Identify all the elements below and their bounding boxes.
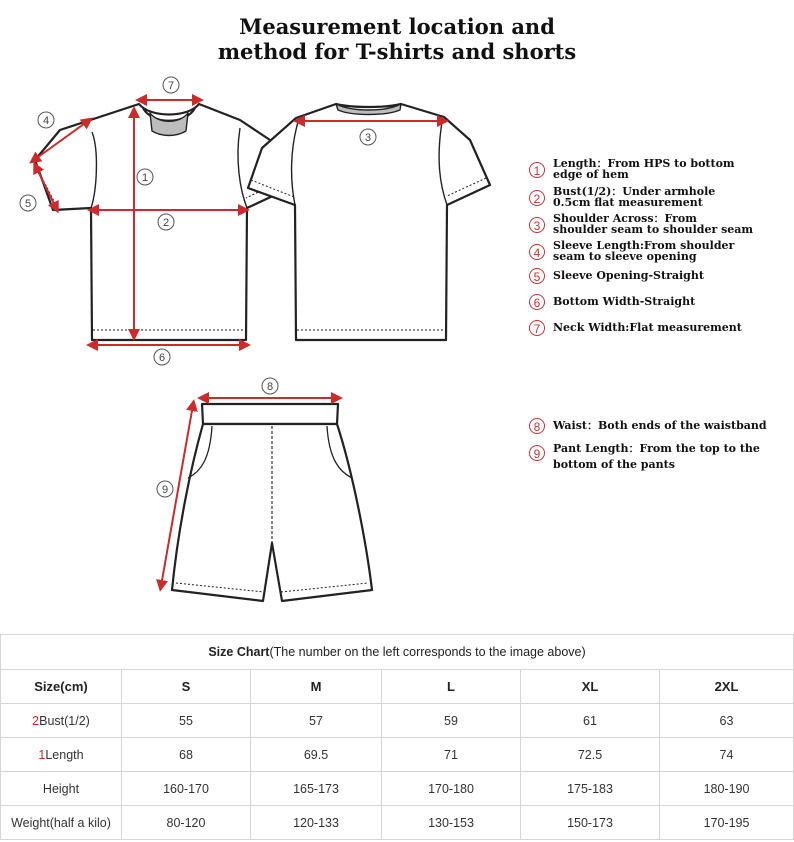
legend-text: Length：From HPS to bottom edge of hem (553, 157, 735, 181)
svg-text:4: 4 (42, 115, 50, 127)
legend-number: 5 (529, 268, 545, 284)
marker-6 (154, 349, 170, 365)
legend-text: Sleeve Opening-Straight (553, 269, 704, 282)
legend-text: Shoulder Across：From shoulder seam to shoulder seam (553, 212, 754, 236)
table-row (1, 738, 794, 772)
legend-text: Waist：Both ends of the waistband (553, 419, 767, 432)
legend-number: 8 (529, 418, 545, 434)
title-line-1: Measurement location and (239, 14, 555, 39)
legend-text: Pant Length：From the top to the bottom of the pants (553, 442, 760, 471)
table-cell: 160-170 (122, 772, 251, 806)
header-cell: Size(cm) (1, 670, 122, 704)
table-row (1, 772, 794, 806)
table-cell: 71 (382, 738, 521, 772)
size-chart-caption: Size Chart(The number on the left corresponds to the image above) (0, 634, 794, 669)
legend-number: 3 (529, 217, 545, 233)
table-cell: 180-190 (660, 772, 794, 806)
shirt-legend (529, 158, 789, 343)
title-line-2: method for T-shirts and shorts (217, 39, 577, 64)
legend-number: 6 (529, 294, 545, 310)
svg-text:7: 7 (167, 80, 175, 92)
marker-3 (360, 129, 376, 145)
table-cell: 175-183 (521, 772, 660, 806)
table-cell: 59 (382, 704, 521, 738)
table-cell: 57 (251, 704, 382, 738)
marker-5 (20, 195, 36, 211)
table-cell: 80-120 (122, 806, 251, 840)
table-cell: 63 (660, 704, 794, 738)
svg-text:9: 9 (161, 484, 169, 496)
svg-text:5: 5 (24, 198, 32, 210)
row-label: 1Length (1, 738, 122, 772)
table-cell: 170-180 (382, 772, 521, 806)
table-cell: 150-173 (521, 806, 660, 840)
header-cell: 2XL (660, 670, 794, 704)
header-cell: M (251, 670, 382, 704)
table-cell: 165-173 (251, 772, 382, 806)
marker-1 (137, 169, 153, 185)
table-cell: 74 (660, 738, 794, 772)
header-cell: XL (521, 670, 660, 704)
legend-text: Bottom Width-Straight (553, 295, 696, 308)
header-cell: L (382, 670, 521, 704)
legend-number: 9 (529, 445, 545, 461)
table-cell: 68 (122, 738, 251, 772)
marker-9 (157, 481, 173, 497)
legend-text: Sleeve Length:From shoulder seam to sleeve opening (553, 239, 735, 263)
table-header-row (1, 670, 794, 704)
table-cell: 55 (122, 704, 251, 738)
table-row (1, 704, 794, 738)
table-cell: 69.5 (251, 738, 382, 772)
legend-text: Neck Width:Flat measurement (553, 321, 742, 334)
marker-2 (158, 214, 174, 230)
marker-7 (163, 77, 179, 93)
size-chart-table (0, 634, 794, 840)
shorts (172, 404, 372, 601)
legend-number: 1 (529, 162, 545, 178)
svg-text:1: 1 (141, 172, 149, 184)
svg-text:6: 6 (158, 352, 166, 364)
table-cell: 61 (521, 704, 660, 738)
row-label: 2Bust(1/2) (1, 704, 122, 738)
svg-text:3: 3 (364, 132, 372, 144)
marker-4 (38, 112, 54, 128)
table-row (1, 806, 794, 840)
legend-number: 4 (529, 244, 545, 260)
table-cell: 72.5 (521, 738, 660, 772)
row-label: Height (1, 772, 122, 806)
svg-text:8: 8 (266, 381, 274, 393)
legend-number: 7 (529, 320, 545, 336)
legend-text: Bust(1/2)：Under armhole 0.5cm flat measurement (553, 185, 716, 209)
svg-text:2: 2 (162, 217, 170, 229)
row-label: Weight(half a kilo) (1, 806, 122, 840)
legend-number: 2 (529, 190, 545, 206)
table-cell: 130-153 (382, 806, 521, 840)
table-cell: 120-133 (251, 806, 382, 840)
shorts-legend (529, 420, 791, 472)
marker-8 (262, 378, 278, 394)
header-cell: S (122, 670, 251, 704)
table-cell: 170-195 (660, 806, 794, 840)
